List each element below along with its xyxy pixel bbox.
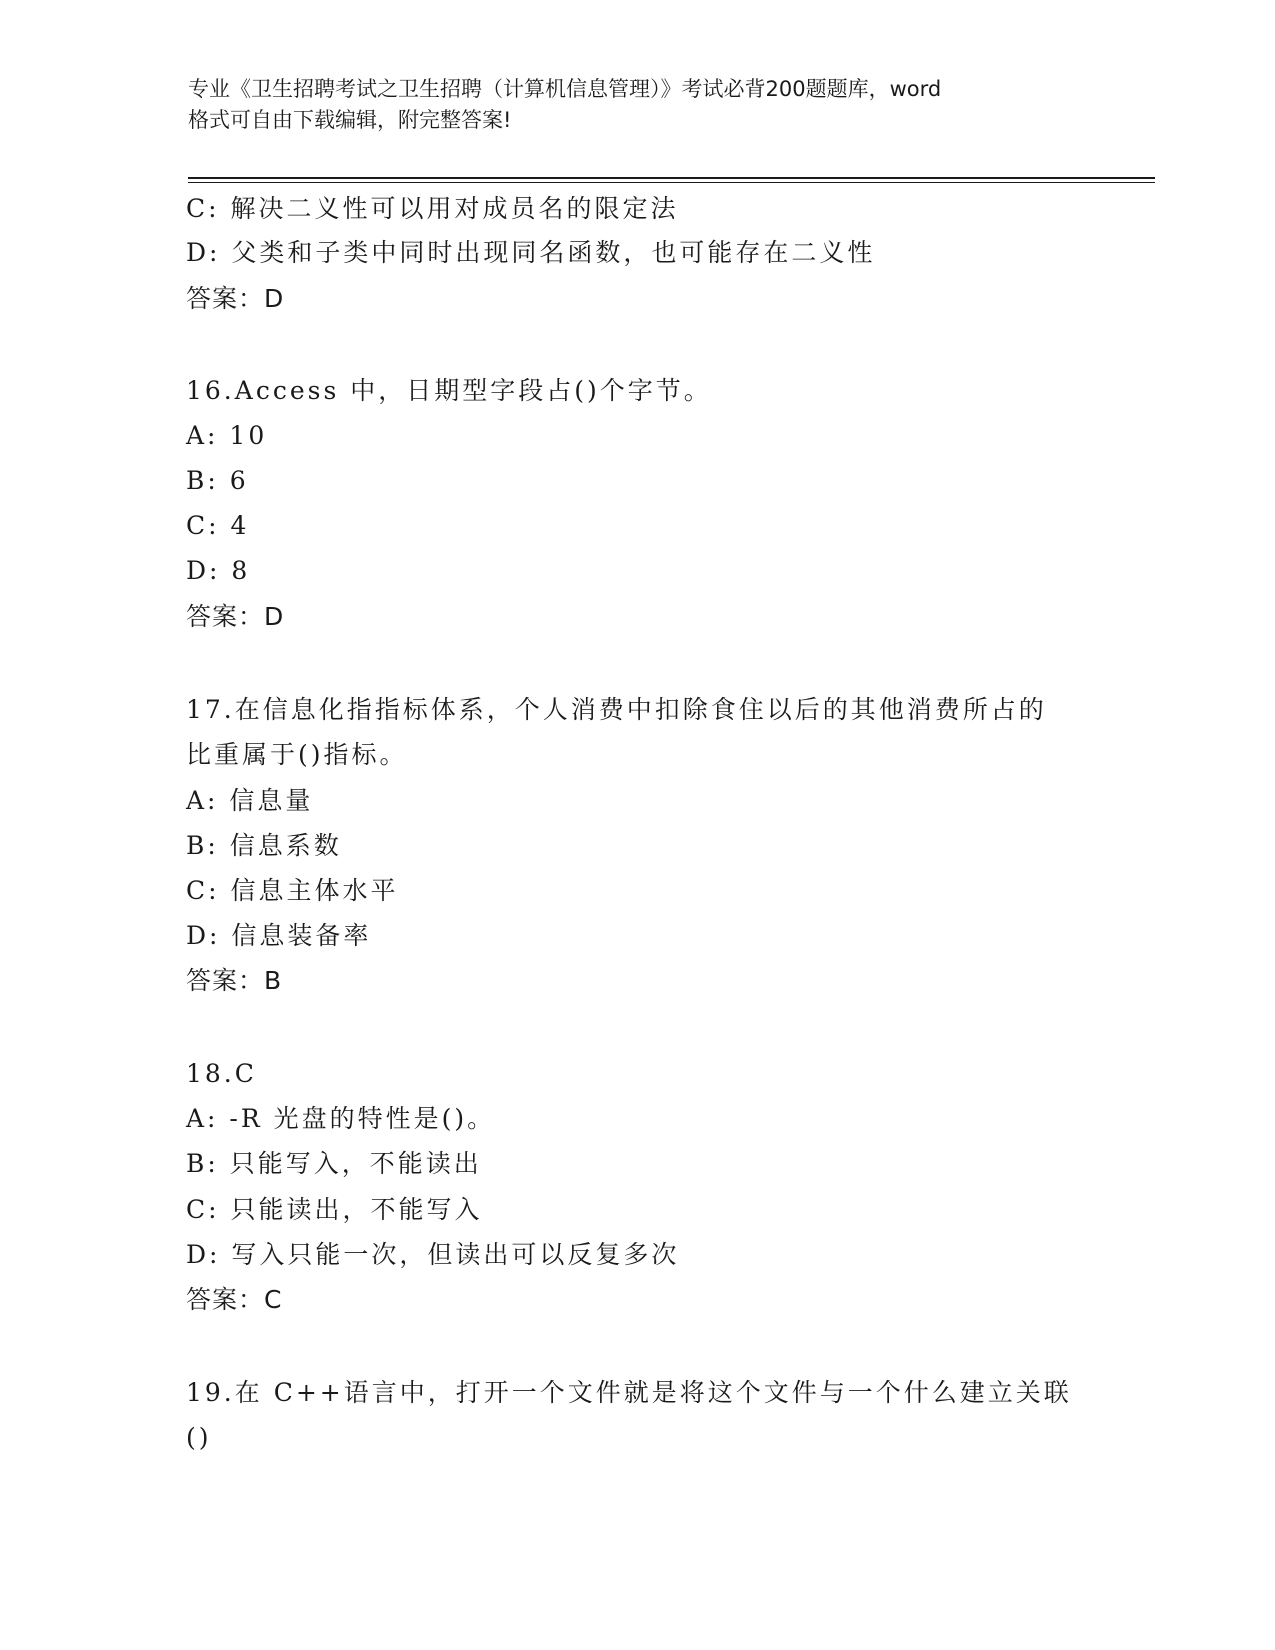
q17-option-b: B: 信息系数 <box>186 831 342 860</box>
q18-option-a: A: -R 光盘的特性是()。 <box>186 1104 496 1133</box>
q16-option-a: A: 10 <box>186 421 268 450</box>
q15-answer: 答案：D <box>186 284 285 313</box>
q17-answer: 答案：B <box>186 966 283 995</box>
q15-option-d: D: 父类和子类中同时出现同名函数，也可能存在二义性 <box>186 238 876 267</box>
q18-option-c: C: 只能读出，不能写入 <box>186 1195 483 1224</box>
q17-option-a: A: 信息量 <box>186 786 314 815</box>
q16-stem: 16.Access 中，日期型字段占()个字节。 <box>186 376 712 405</box>
q18-answer: 答案：C <box>186 1285 283 1314</box>
q19-stem-line-2: () <box>186 1423 212 1452</box>
q15-option-c: C: 解决二义性可以用对成员名的限定法 <box>186 194 679 223</box>
header-title-line-2: 格式可自由下载编辑，附完整答案! <box>188 108 512 132</box>
q16-option-d: D: 8 <box>186 556 251 585</box>
q17-stem-line-2: 比重属于()指标。 <box>186 740 408 769</box>
q17-stem-line-1: 17.在信息化指指标体系，个人消费中扣除食住以后的其他消费所占的 <box>186 695 1047 724</box>
q17-option-d: D: 信息装备率 <box>186 921 372 950</box>
q17-option-c: C: 信息主体水平 <box>186 876 399 905</box>
q16-answer: 答案：D <box>186 602 285 631</box>
header-divider-thick <box>188 177 1155 179</box>
q16-option-c: C: 4 <box>186 511 250 540</box>
document-header <box>188 74 1088 136</box>
q18-option-d: D: 写入只能一次，但读出可以反复多次 <box>186 1240 680 1269</box>
q16-option-b: B: 6 <box>186 466 249 495</box>
header-divider-thin <box>188 182 1155 183</box>
q18-option-b: B: 只能写入，不能读出 <box>186 1149 482 1178</box>
q19-stem-line-1: 19.在 C++语言中，打开一个文件就是将这个文件与一个什么建立关联 <box>186 1378 1072 1407</box>
q18-stem: 18.C <box>186 1059 257 1088</box>
header-title-line-1: 专业《卫生招聘考试之卫生招聘（计算机信息管理）》考试必背200题题库，word <box>188 77 942 101</box>
